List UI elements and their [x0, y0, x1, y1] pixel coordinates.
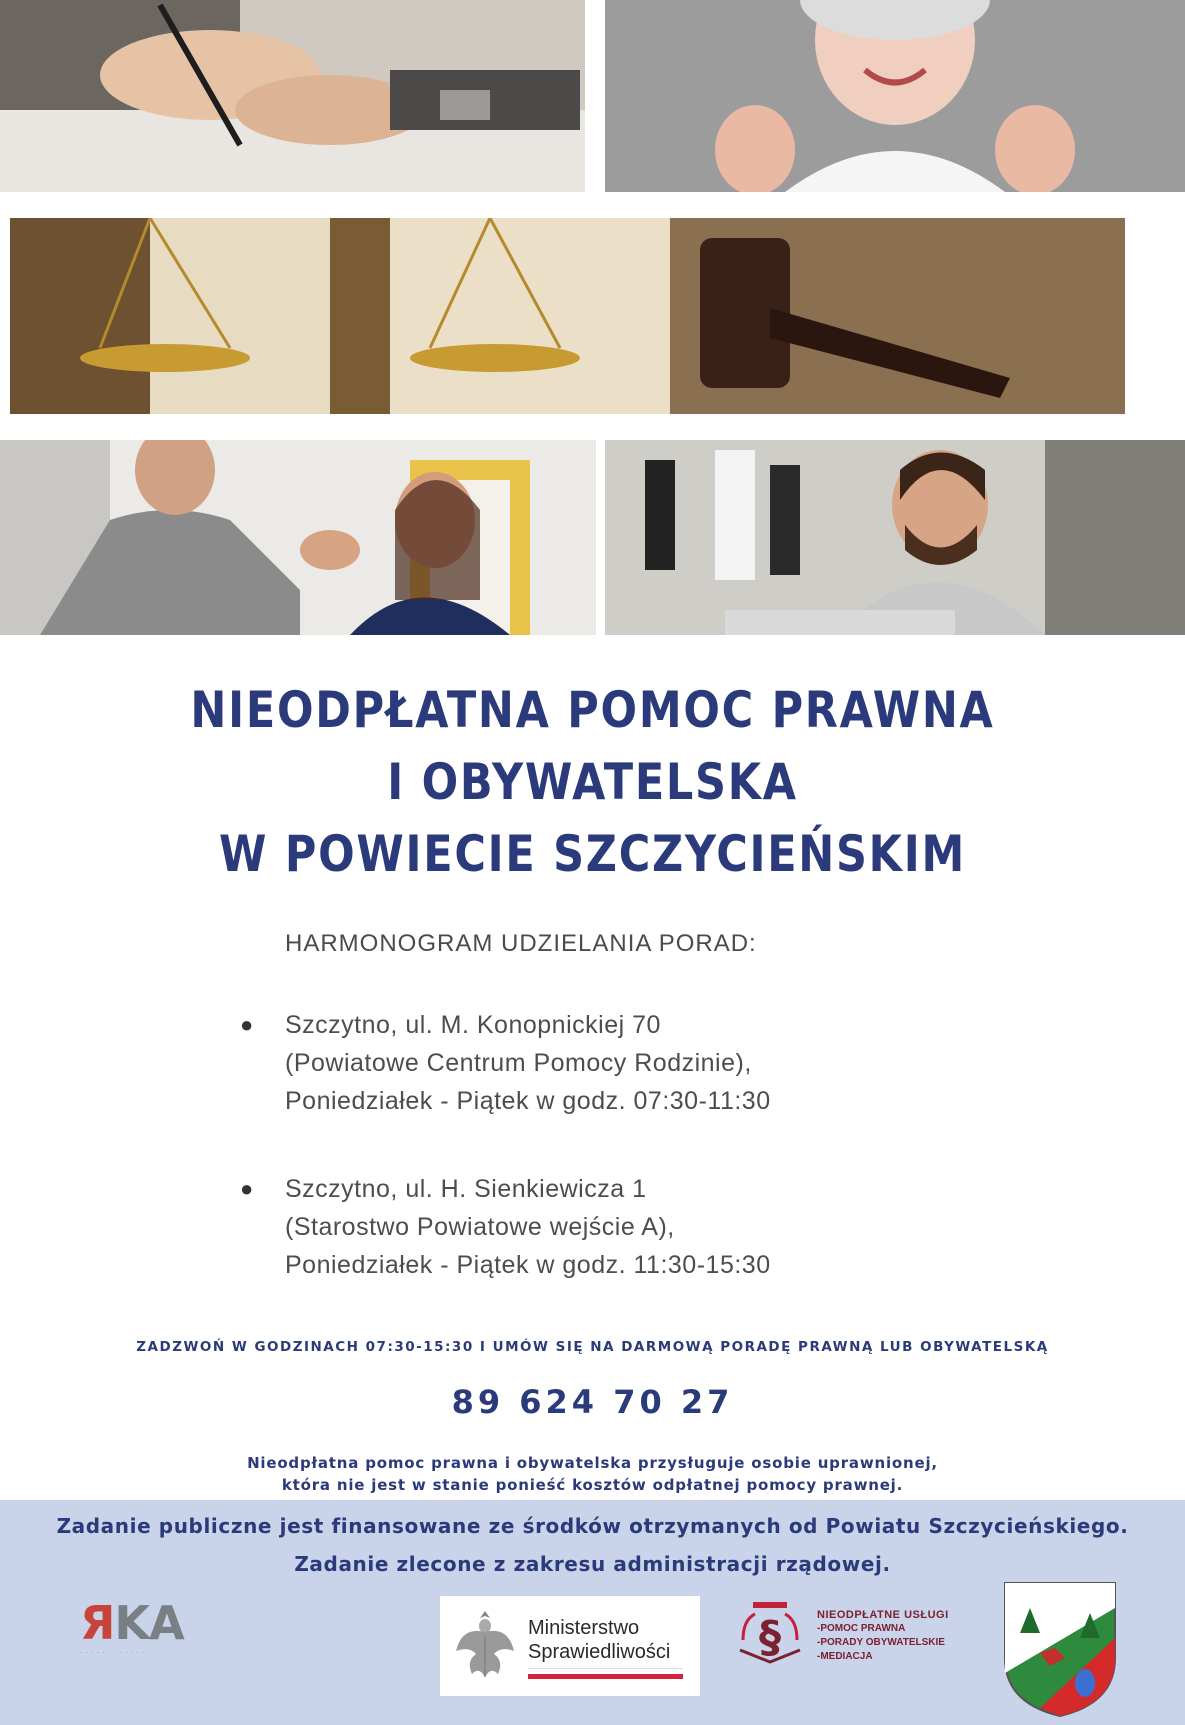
- ministry-line-1: Ministerstwo: [528, 1617, 640, 1639]
- eligibility-line-2: która nie jest w stanie ponieść kosztów odpłatnej pomocy prawnej.: [281, 1476, 904, 1494]
- title-line-1: NIEODPŁATNA POMOC PRAWNA: [190, 681, 995, 739]
- funding-line-2: Zadanie zlecone z zakresu administracji rządowej.: [294, 1552, 891, 1576]
- location-address: Szczytno, ul. M. Konopnickiej 70: [285, 1011, 661, 1039]
- schedule-heading: HARMONOGRAM UDZIELANIA PORAD:: [285, 930, 757, 957]
- location-item: [240, 1170, 771, 1284]
- main-title: [83, 674, 1102, 890]
- aka-logo-tagline: · · · · · · · · · · · ·: [80, 1650, 146, 1656]
- photo-scales-of-justice-gavel: [10, 218, 1125, 414]
- free-services-logo: [735, 1600, 975, 1690]
- call-hours-info: ZADZWOŃ W GODZINACH 07:30-15:30 I UMÓW SIĘ NA DARMOWĄ PORADĘ PRAWNĄ LUB OBYWATELSKĄ: [136, 1339, 1049, 1355]
- ministry-line-2: Sprawiedliwości: [528, 1641, 671, 1663]
- bullet-icon: ●: [240, 1012, 254, 1037]
- free-services-title: NIEODPŁATNE USŁUGI: [817, 1609, 949, 1621]
- location-hours: Poniedziałek - Piątek w godz. 11:30-15:30: [285, 1251, 771, 1279]
- eligibility-line-1: Nieodpłatna pomoc prawna i obywatelska przysługuje osobie uprawnionej,: [247, 1454, 938, 1472]
- bullet-icon: ●: [240, 1176, 254, 1201]
- free-services-text: [817, 1608, 949, 1664]
- free-services-item: -POMOC PRAWNA: [817, 1623, 906, 1634]
- title-line-3: W POWIECIE SZCZYCIEŃSKIM: [219, 825, 966, 883]
- photo-senior-thumbs-up: [605, 0, 1185, 192]
- free-services-item: -MEDIACJA: [817, 1651, 873, 1662]
- eagle-emblem-icon: [454, 1606, 516, 1686]
- aka-logo: [80, 1596, 230, 1666]
- free-services-item: -PORADY OBYWATELSKIE: [817, 1637, 945, 1648]
- paragraph-book-icon: [735, 1600, 805, 1680]
- photo-signing-document: [0, 0, 585, 192]
- photo-business-handshake: [0, 440, 596, 635]
- title-line-2: I OBYWATELSKA: [387, 753, 798, 811]
- funding-line-1: Zadanie publiczne jest finansowane ze środków otrzymanych od Powiatu Szczycieńskiego.: [56, 1514, 1129, 1538]
- aka-logo-letters: ЯKA: [80, 1596, 184, 1650]
- location-hours: Poniedziałek - Piątek w godz. 07:30-11:30: [285, 1087, 771, 1115]
- footer-band: [0, 1500, 1185, 1725]
- ministry-of-justice-logo: [440, 1596, 700, 1696]
- polish-flag-stripe: [528, 1668, 683, 1678]
- location-item: [240, 1006, 771, 1120]
- phone-number[interactable]: 89 624 70 27: [451, 1383, 734, 1421]
- eligibility-note: [0, 1452, 1185, 1496]
- svg-text:§: §: [759, 1612, 781, 1663]
- ministry-name: [528, 1616, 670, 1664]
- county-coat-of-arms-icon: [1000, 1578, 1120, 1720]
- photo-office-team: [605, 440, 1185, 635]
- location-address: Szczytno, ul. H. Sienkiewicza 1: [285, 1175, 647, 1203]
- location-place: (Powiatowe Centrum Pomocy Rodzinie),: [285, 1049, 752, 1077]
- location-place: (Starostwo Powiatowe wejście A),: [285, 1213, 675, 1241]
